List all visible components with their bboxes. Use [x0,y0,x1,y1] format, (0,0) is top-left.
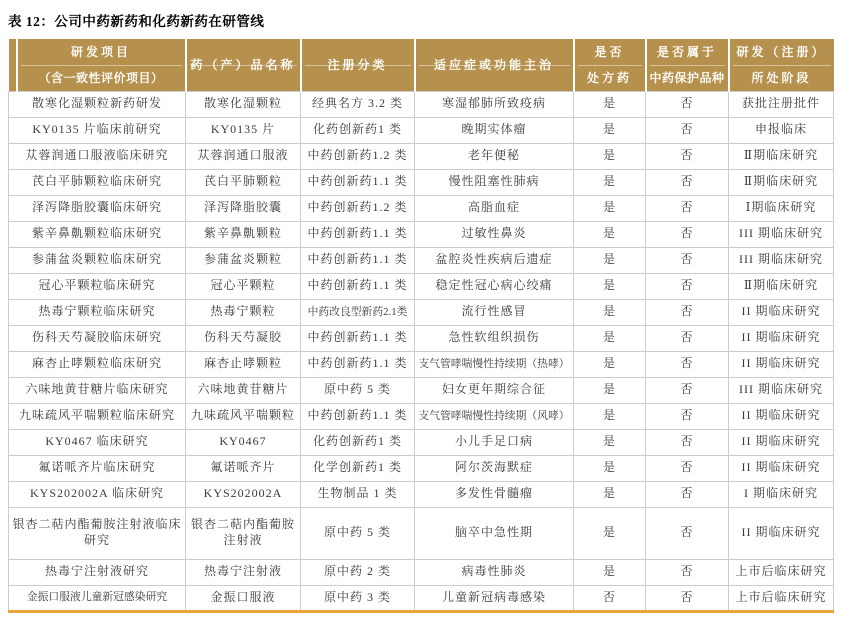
table-cell: KY0135 片临床前研究 [9,117,186,143]
table-cell: 麻杏止哮颗粒 [186,351,301,377]
table-cell: II 期临床研究 [729,403,834,429]
table-cell: 病毒性肺炎 [415,559,574,585]
table-cell: 银杏二萜内酯葡胺注射液 [186,507,301,559]
col-header-line: 是否属于 [656,45,717,60]
table-cell: 中药创新药1.1 类 [301,273,415,299]
col-header-rd-stage [729,39,834,91]
table-body [9,91,834,611]
table-row [9,221,834,247]
table-cell: 否 [646,507,729,559]
header-spacer-cell [9,39,17,91]
table-cell: Ⅱ期临床研究 [729,169,834,195]
table-cell: KYS202002A 临床研究 [9,481,186,507]
col-header-tcm-protected [646,39,729,91]
col-header-line: 所处阶段 [751,71,812,86]
table-cell: 散寒化湿颗粒新药研发 [9,91,186,117]
table-cell: 是 [574,91,646,117]
table-cell: 紫辛鼻鼽颗粒 [186,221,301,247]
table-cell: 是 [574,221,646,247]
col-header-line: 研发（注册） [736,45,827,60]
table-cell: 经典名方 3.2 类 [301,91,415,117]
table-row [9,455,834,481]
table-row [9,143,834,169]
table-row [9,91,834,117]
table-row [9,351,834,377]
table-cell: 否 [646,559,729,585]
table-row [9,481,834,507]
table-cell: 苁蓉润通口服液 [186,143,301,169]
table-cell: II 期临床研究 [729,455,834,481]
table-cell: 急性软组织损伤 [415,325,574,351]
table-cell: III 期临床研究 [729,221,834,247]
table-cell: 否 [574,585,646,611]
table-cell: 中药创新药1.1 类 [301,247,415,273]
table-cell: 泽泻降脂胶囊 [186,195,301,221]
table-cell: 参蒲盆炎颗粒 [186,247,301,273]
table-cell: 妇女更年期综合征 [415,377,574,403]
table-cell: 是 [574,273,646,299]
table-cell: 化药创新药1 类 [301,117,415,143]
table-cell: 小儿手足口病 [415,429,574,455]
table-cell: KY0467 临床研究 [9,429,186,455]
table-cell: 获批注册批件 [729,91,834,117]
table-cell: 否 [646,403,729,429]
table-cell: 中药创新药1.1 类 [301,169,415,195]
table-cell: 苁蓉润通口服液临床研究 [9,143,186,169]
col-header-line: 注册分类 [327,58,388,73]
table-cell: 脑卒中急性期 [415,507,574,559]
table-cell: 否 [646,221,729,247]
table-cell: 支气管哮喘慢性持续期（风哮） [415,403,574,429]
table-cell: KYS202002A [186,481,301,507]
table-cell: 是 [574,169,646,195]
table-row [9,247,834,273]
table-cell: 中药改良型新药2.1类 [301,299,415,325]
table-cell: 热毒宁颗粒临床研究 [9,299,186,325]
header-row [9,39,834,91]
table-cell: 是 [574,247,646,273]
table-cell: 芪白平肺颗粒 [186,169,301,195]
table-cell: 是 [574,481,646,507]
table-cell: 儿童新冠病毒感染 [415,585,574,611]
table-cell: 是 [574,195,646,221]
table-cell: 中药创新药1.2 类 [301,195,415,221]
table-cell: 九味疏风平喘颗粒临床研究 [9,403,186,429]
table-cell: 是 [574,455,646,481]
table-row [9,585,834,611]
table-cell: 否 [646,117,729,143]
table-cell: 支气管哮喘慢性持续期（热哮） [415,351,574,377]
table-cell: 冠心平颗粒临床研究 [9,273,186,299]
table-cell: 晚期实体瘤 [415,117,574,143]
table-cell: 原中药 5 类 [301,507,415,559]
table-cell: 否 [646,377,729,403]
table-cell: 否 [646,455,729,481]
table-cell: 金振口服液儿童新冠感染研究 [9,585,186,611]
table-cell: I 期临床研究 [729,481,834,507]
table-cell: 否 [646,429,729,455]
table-cell: 高脂血症 [415,195,574,221]
table-cell: 阿尔茨海默症 [415,455,574,481]
table-cell: KY0135 片 [186,117,301,143]
table-cell: 是 [574,351,646,377]
col-header-line: 适应症或功能主治 [433,58,554,73]
table-cell: 中药创新药1.1 类 [301,403,415,429]
table-cell: 是 [574,299,646,325]
col-header-line: 处方药 [586,71,632,86]
table-cell: 上市后临床研究 [729,585,834,611]
table-cell: 伤科天芍凝胶 [186,325,301,351]
table-row [9,117,834,143]
col-header-line: 是否 [594,45,625,60]
table-cell: 老年便秘 [415,143,574,169]
table-cell: 化学创新药1 类 [301,455,415,481]
table-cell: 否 [646,143,729,169]
table-cell: KY0467 [186,429,301,455]
table-cell: 九味疏风平喘颗粒 [186,403,301,429]
table-cell: II 期临床研究 [729,351,834,377]
table-cell: 中药创新药1.1 类 [301,351,415,377]
table-cell: II 期临床研究 [729,507,834,559]
table-cell: 麻杏止哮颗粒临床研究 [9,351,186,377]
col-header-registration-class [301,39,415,91]
table-cell: 参蒲盆炎颗粒临床研究 [9,247,186,273]
table-cell: 否 [646,91,729,117]
col-header-project [17,39,186,91]
table-cell: 是 [574,143,646,169]
table-cell: 是 [574,559,646,585]
table-cell: II 期临床研究 [729,325,834,351]
table-cell: 否 [646,325,729,351]
table-cell: Ⅱ期临床研究 [729,143,834,169]
table-cell: 盆腔炎性疾病后遗症 [415,247,574,273]
table-cell: 否 [646,195,729,221]
table-row [9,195,834,221]
table-cell: 是 [574,325,646,351]
col-header-line: 药（产）品名称 [190,58,296,73]
table-cell: II 期临床研究 [729,429,834,455]
table-cell: 伤科天芍凝胶临床研究 [9,325,186,351]
table-row [9,429,834,455]
table-row [9,299,834,325]
table-cell: 化药创新药1 类 [301,429,415,455]
table-cell: 六味地黄苷糖片临床研究 [9,377,186,403]
table-row [9,559,834,585]
table-cell: 是 [574,377,646,403]
table-cell: 否 [646,351,729,377]
table-cell: 流行性感冒 [415,299,574,325]
table-cell: 热毒宁注射液研究 [9,559,186,585]
table-header [9,39,834,91]
col-header-line: 中药保护品种 [649,71,725,86]
table-cell: III 期临床研究 [729,377,834,403]
table-cell: 热毒宁注射液 [186,559,301,585]
table-cell: Ⅱ期临床研究 [729,273,834,299]
table-cell: 散寒化湿颗粒 [186,91,301,117]
table-cell: 否 [646,247,729,273]
table-cell: 是 [574,429,646,455]
table-cell: II 期临床研究 [729,299,834,325]
table-cell: 氟诺哌齐片 [186,455,301,481]
table-cell: 紫辛鼻鼽颗粒临床研究 [9,221,186,247]
table-cell: 冠心平颗粒 [186,273,301,299]
table-cell: 稳定性冠心病心绞痛 [415,273,574,299]
table-cell: 中药创新药1.2 类 [301,143,415,169]
table-cell: 中药创新药1.1 类 [301,221,415,247]
table-cell: 寒湿郁肺所致疫病 [415,91,574,117]
table-cell: 否 [646,273,729,299]
table-cell: Ⅰ期临床研究 [729,195,834,221]
table-cell: 泽泻降脂胶囊临床研究 [9,195,186,221]
table-cell: 否 [646,299,729,325]
table-cell: 是 [574,507,646,559]
table-cell: 过敏性鼻炎 [415,221,574,247]
table-title: 表 12：公司中药新药和化药新药在研管线 [8,14,265,29]
col-header-indication [415,39,574,91]
table-cell: 是 [574,117,646,143]
table-row [9,377,834,403]
table-cell: 原中药 2 类 [301,559,415,585]
col-header-prescription [574,39,646,91]
table-cell: 芪白平肺颗粒临床研究 [9,169,186,195]
pipeline-table [8,39,834,613]
table-cell: 生物制品 1 类 [301,481,415,507]
table-cell: 银杏二萜内酯葡胺注射液临床研究 [9,507,186,559]
table-cell: 是 [574,403,646,429]
table-cell: 否 [646,585,729,611]
table-cell: 否 [646,481,729,507]
table-cell: 慢性阻塞性肺病 [415,169,574,195]
table-cell: 原中药 3 类 [301,585,415,611]
col-header-product-name [186,39,301,91]
table-cell: 热毒宁颗粒 [186,299,301,325]
table-cell: 原中药 5 类 [301,377,415,403]
col-header-line: （含一致性评价项目） [38,71,164,86]
table-cell: 金振口服液 [186,585,301,611]
table-row [9,169,834,195]
table-cell: 中药创新药1.1 类 [301,325,415,351]
table-cell: 多发性骨髓瘤 [415,481,574,507]
table-cell: 六味地黄苷糖片 [186,377,301,403]
table-row [9,403,834,429]
table-row [9,507,834,559]
table-cell: 申报临床 [729,117,834,143]
table-cell: 氟诺哌齐片临床研究 [9,455,186,481]
col-header-line: 研发项目 [70,45,131,60]
table-cell: 否 [646,169,729,195]
table-cell: III 期临床研究 [729,247,834,273]
table-cell: 上市后临床研究 [729,559,834,585]
table-row [9,273,834,299]
table-row [9,325,834,351]
